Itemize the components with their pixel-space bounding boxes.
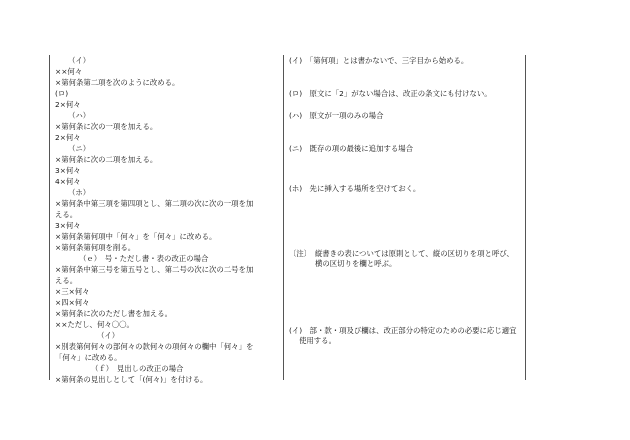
left-rule: [49, 55, 50, 380]
provision-line: 4×何々: [55, 177, 81, 186]
provision-line: 2×何々: [55, 133, 81, 142]
section-heading-e: （ｅ） 号・ただし書・表の改正の場合: [79, 254, 209, 263]
note-ho: (ホ) 先に挿入する場所を空けておく。: [289, 184, 421, 193]
provision-line: 3×何々: [55, 221, 81, 230]
note-ro: (ロ) 原文に「2」がない場合は、改正の条文にも付けない。: [289, 89, 492, 98]
provision-line: ××何々: [55, 67, 83, 76]
provision-line: ×第何条第何項を削る。: [55, 243, 136, 252]
provision-line: 2×何々: [55, 100, 81, 109]
subheading-ha: （ハ）: [68, 111, 91, 120]
provision-line: ×第何条中第三項を第四項とし、第二項の次に次の一項を加: [55, 199, 254, 208]
subheading-ni: （ニ）: [68, 144, 91, 153]
provision-line: ×第何条中第三号を第五号とし、第二号の次に次の二号を加: [55, 265, 254, 274]
provision-line: ×三×何々: [55, 287, 90, 296]
note-i: (イ) 「第何項」とは書かないで、三字目から始める。: [289, 56, 469, 65]
note-i-2: (イ) 部・款・項及び欄は、改正部分の特定のための必要に応じ適宜使用する。: [289, 326, 517, 345]
provision-line: ×第何条第何項中「何々」を「何々」に改める。: [55, 232, 217, 241]
provision-line: ×別表第何何々の部何々の款何々の項何々の欄中「何々」を: [55, 342, 254, 351]
subheading-ro: (ロ): [55, 89, 69, 98]
provision-line: ×第何条の見出しとして「(何々)」を付ける。: [55, 375, 208, 384]
center-rule: [283, 55, 284, 380]
provision-line: える。: [55, 210, 78, 219]
note-chu: 〔注〕 縦書きの表については原則として、縦の区切りを項と呼び、横の区切りを欄と呼ぶ。: [289, 249, 514, 268]
provision-line: ××ただし、何々〇〇。: [55, 320, 134, 329]
section-heading-f: （ｆ） 見出しの改正の場合: [91, 364, 184, 373]
provision-line: 3×何々: [55, 166, 81, 175]
note-ha: (ハ) 原文が一項のみの場合: [289, 111, 384, 120]
subheading-i-2: （イ）: [97, 331, 120, 340]
provision-line: える。: [55, 276, 78, 285]
provision-line: ×第何条に次の二項を加える。: [55, 155, 158, 164]
provision-line: ×第何条に次の一項を加える。: [55, 122, 158, 131]
provision-line: ×第何条に次のただし書を加える。: [55, 309, 173, 318]
provision-line: ×第何条第二項を次のように改める。: [55, 78, 180, 87]
subheading-ho: （ホ）: [68, 188, 91, 197]
subheading-i: （イ）: [68, 56, 91, 65]
provision-line: ×四×何々: [55, 298, 90, 307]
provision-line: 「何々」に改める。: [55, 353, 122, 362]
right-rule: [525, 55, 526, 380]
note-ni: (ニ) 既存の項の最後に追加する場合: [289, 144, 414, 153]
